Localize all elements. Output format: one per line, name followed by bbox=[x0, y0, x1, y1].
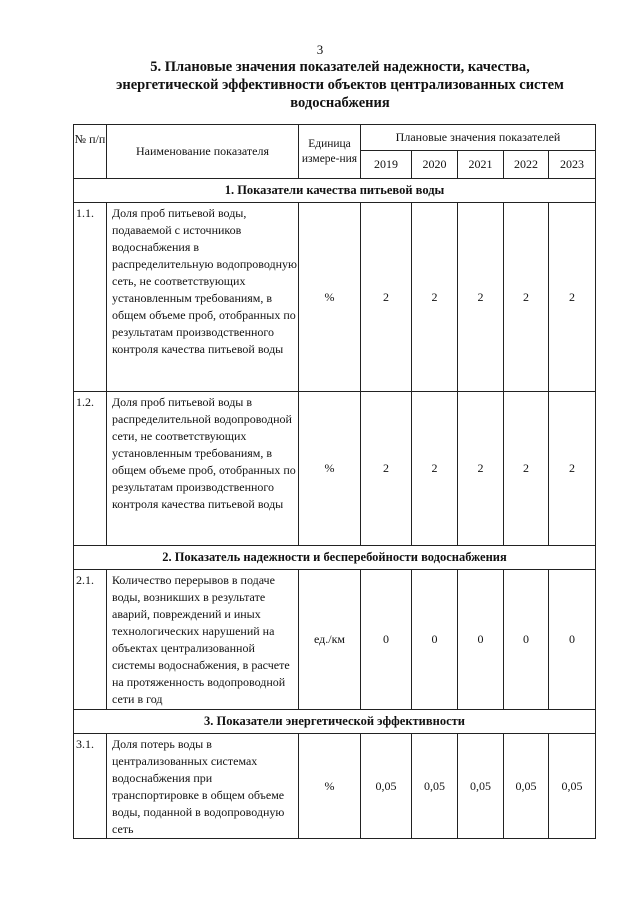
indicator-name: Доля потерь воды в централизованных системах водоснабжения при транспортировке в общем объеме воды, поданной в водопроводную сеть bbox=[107, 734, 299, 839]
table-row bbox=[74, 570, 596, 710]
page-title: 5. Плановые значения показателей надежности, качества, энергетической эффективности объектов централизованных систем водоснабжения bbox=[116, 59, 564, 111]
header-year: 2019 bbox=[361, 151, 412, 179]
header-year: 2021 bbox=[458, 151, 504, 179]
row-number: 1.2. bbox=[74, 392, 107, 546]
plan-value: 0,05 bbox=[412, 734, 458, 839]
plan-value: 2 bbox=[504, 203, 549, 392]
section-title: 3. Показатели энергетической эффективности bbox=[74, 710, 596, 734]
plan-value: 2 bbox=[361, 392, 412, 546]
row-number: 2.1. bbox=[74, 570, 107, 710]
plan-value: 0 bbox=[549, 570, 596, 710]
indicator-name: Доля проб питьевой воды, подаваемой с источников водоснабжения в распределительную водопроводную сеть, не соответствующих установленным требованиям, в общем объеме проб, отобранных по результатам производственного контроля качества питьевой воды bbox=[107, 203, 299, 392]
header-unit: Единица измере-ния bbox=[299, 125, 361, 179]
indicator-unit: % bbox=[299, 392, 361, 546]
header-name: Наименование показателя bbox=[107, 125, 299, 179]
indicator-unit: % bbox=[299, 203, 361, 392]
plan-value: 2 bbox=[412, 392, 458, 546]
plan-value: 0 bbox=[412, 570, 458, 710]
indicator-name: Доля проб питьевой воды в распределительной водопроводной сети, не соответствующих установленным требованиям, в общем объеме проб, отобранных по результатам производственного контроля качества питьевой воды bbox=[107, 392, 299, 546]
plan-value: 0,05 bbox=[458, 734, 504, 839]
table-row bbox=[74, 203, 596, 392]
plan-value: 2 bbox=[458, 392, 504, 546]
plan-value: 0 bbox=[504, 570, 549, 710]
header-num: № п/п bbox=[74, 125, 107, 179]
plan-value: 2 bbox=[361, 203, 412, 392]
plan-value: 0,05 bbox=[549, 734, 596, 839]
plan-value: 2 bbox=[458, 203, 504, 392]
table-row bbox=[74, 392, 596, 546]
header-plan: Плановые значения показателей bbox=[361, 125, 596, 151]
header-year: 2022 bbox=[504, 151, 549, 179]
page-number: 3 bbox=[316, 42, 324, 57]
plan-value: 2 bbox=[504, 392, 549, 546]
indicators-table bbox=[73, 124, 596, 839]
plan-value: 2 bbox=[549, 203, 596, 392]
table-row bbox=[74, 734, 596, 839]
section-title: 2. Показатель надежности и бесперебойности водоснабжения bbox=[74, 546, 596, 570]
header-year: 2023 bbox=[549, 151, 596, 179]
indicator-unit: % bbox=[299, 734, 361, 839]
plan-value: 0,05 bbox=[361, 734, 412, 839]
plan-value: 0 bbox=[458, 570, 504, 710]
section-title: 1. Показатели качества питьевой воды bbox=[74, 179, 596, 203]
header-year: 2020 bbox=[412, 151, 458, 179]
indicator-unit: ед./км bbox=[299, 570, 361, 710]
plan-value: 0 bbox=[361, 570, 412, 710]
row-number: 1.1. bbox=[74, 203, 107, 392]
plan-value: 2 bbox=[549, 392, 596, 546]
indicator-name: Количество перерывов в подаче воды, возникших в результате аварий, повреждений и иных технологических нарушений на объектах централизованной системы водоснабжения, в расчете на протяженность водопроводной сети в год bbox=[107, 570, 299, 710]
plan-value: 0,05 bbox=[504, 734, 549, 839]
plan-value: 2 bbox=[412, 203, 458, 392]
row-number: 3.1. bbox=[74, 734, 107, 839]
